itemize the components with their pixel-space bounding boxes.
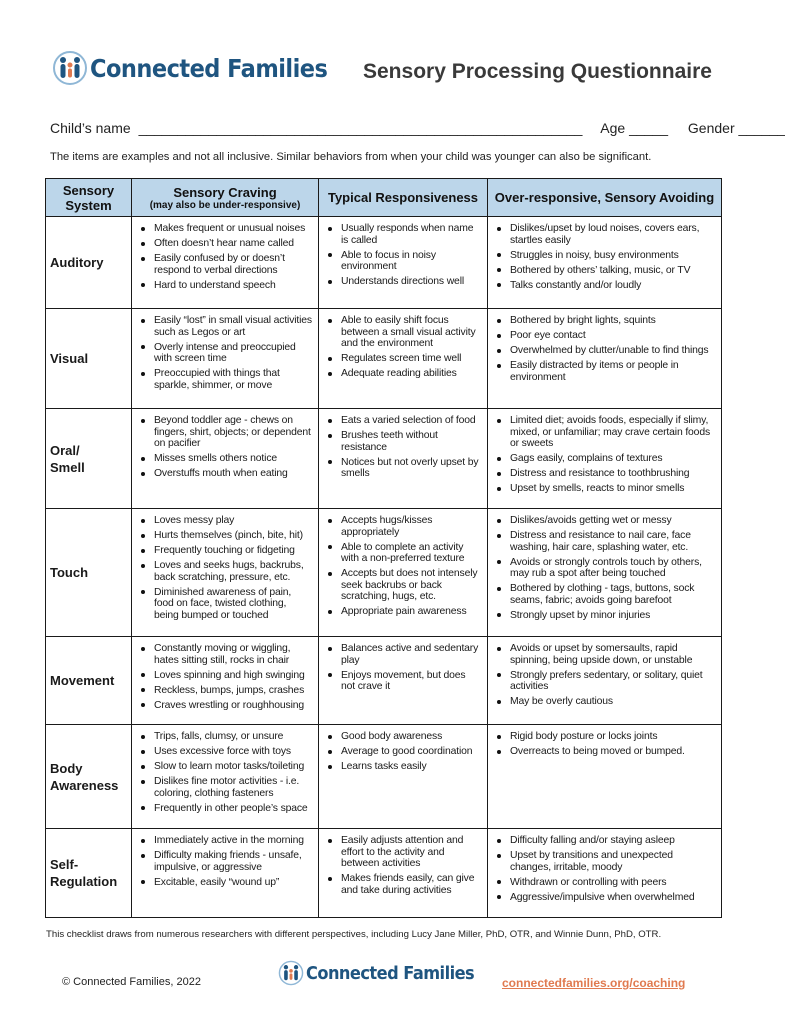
table-row (46, 725, 722, 829)
family-logo-icon (52, 50, 88, 86)
list-item: Enjoys movement, but does not crave it (325, 670, 481, 693)
list-item: Loves spinning and high swinging (138, 670, 312, 682)
list-item: Easily “lost” in small visual activities such as Legos or art (138, 315, 312, 338)
age-label: Age (600, 120, 626, 136)
craving-cell (132, 725, 319, 829)
list-item: Bothered by bright lights, squints (494, 315, 715, 327)
page-header (0, 0, 768, 110)
table-row (46, 509, 722, 637)
list-item: Preoccupied with things that sparkle, shimmer, or move (138, 368, 312, 391)
typical-cell (319, 309, 488, 409)
typical-list (325, 515, 481, 618)
list-item: Difficulty falling and/or staying asleep (494, 835, 715, 847)
list-item: May be overly cautious (494, 696, 715, 708)
header-over-responsive: Over-responsive, Sensory Avoiding (488, 179, 722, 217)
typical-list (325, 315, 481, 380)
list-item: Struggles in noisy, busy environments (494, 250, 715, 262)
list-item: Overreacts to being moved or bumped. (494, 746, 715, 758)
list-item: Immediately active in the morning (138, 835, 312, 847)
over-cell (488, 637, 722, 725)
list-item: Accepts but does not intensely seek backrubs or back scratching, hugs, etc. (325, 568, 481, 603)
list-item: Loves messy play (138, 515, 312, 527)
list-item: Frequently in other people’s space (138, 803, 312, 815)
sensory-system-cell (46, 829, 132, 918)
list-item: Constantly moving or wiggling, hates sitting still, rocks in chair (138, 643, 312, 666)
over-list (494, 415, 715, 495)
age-field[interactable]: _____ (629, 120, 669, 136)
over-cell (488, 725, 722, 829)
table-body (46, 217, 722, 918)
typical-list (325, 223, 481, 288)
craving-cell (132, 309, 319, 409)
child-name-label: Child’s name (50, 120, 131, 136)
list-item: Limited diet; avoids foods, especially if slimy, mixed, or unfamiliar; may crave certain foods or sweets (494, 415, 715, 450)
list-item: Diminished awareness of pain, food on face, twisted clothing, being bumped or touched (138, 587, 312, 622)
list-item: Overwhelmed by clutter/unable to find things (494, 345, 715, 357)
typical-list (325, 643, 481, 693)
family-logo-icon (278, 960, 304, 986)
brand-logo (52, 50, 354, 86)
list-item: Hurts themselves (pinch, bite, hit) (138, 530, 312, 542)
list-item: Able to focus in noisy environment (325, 250, 481, 273)
footer-brand-name: Connected Families (306, 962, 475, 984)
list-item: Slow to learn motor tasks/toileting (138, 761, 312, 773)
header-craving-subtitle: (may also be under-responsive) (149, 199, 301, 211)
list-item: Aggressive/impulsive when overwhelmed (494, 892, 715, 904)
list-item: Brushes teeth without resistance (325, 430, 481, 453)
list-item: Dislikes fine motor activities - i.e. coloring, clothing fasteners (138, 776, 312, 799)
over-list (494, 315, 715, 383)
typical-cell (319, 829, 488, 918)
list-item: Easily confused by or doesn’t respond to verbal directions (138, 253, 312, 276)
list-item: Avoids or strongly controls touch by others, may rub a spot after being touched (494, 557, 715, 580)
header-sensory-system (46, 179, 132, 217)
craving-cell (132, 217, 319, 309)
typical-cell (319, 217, 488, 309)
header-craving-title: Sensory Craving (173, 184, 277, 200)
sensory-system-cell: Touch (46, 509, 132, 637)
list-item: Distress and resistance to nail care, face washing, hair care, splashing water, etc. (494, 530, 715, 553)
over-list (494, 515, 715, 621)
list-item: Beyond toddler age - chews on fingers, shirt, objects; or dependent on pacifier (138, 415, 312, 450)
table-row (46, 409, 722, 509)
over-list (494, 835, 715, 903)
craving-list (138, 515, 312, 621)
list-item: Easily adjusts attention and effort to the activity and between activities (325, 835, 481, 870)
list-item: Overly intense and preoccupied with screen time (138, 342, 312, 365)
list-item: Dislikes/upset by loud noises, covers ears, startles easily (494, 223, 715, 246)
list-item: Frequently touching or fidgeting (138, 545, 312, 557)
list-item: Average to good coordination (325, 746, 481, 758)
typical-list (325, 835, 481, 896)
list-item: Rigid body posture or locks joints (494, 731, 715, 743)
list-item: Bothered by clothing - tags, buttons, sock seams, fabric; avoids going barefoot (494, 583, 715, 606)
list-item: Understands directions well (325, 276, 481, 288)
over-cell (488, 309, 722, 409)
sensory-system-cell: Movement (46, 637, 132, 725)
table-row (46, 637, 722, 725)
list-item: Loves and seeks hugs, backrubs, back scratching, pressure, etc. (138, 560, 312, 583)
table-header-row (46, 179, 722, 217)
list-item: Regulates screen time well (325, 353, 481, 365)
craving-cell (132, 829, 319, 918)
typical-list (325, 731, 481, 773)
list-item: Trips, falls, clumsy, or unsure (138, 731, 312, 743)
system-label-line: Oral/ (50, 442, 80, 458)
sensory-system-cell (46, 409, 132, 509)
list-item: Eats a varied selection of food (325, 415, 481, 427)
over-cell (488, 409, 722, 509)
list-item: Craves wrestling or roughhousing (138, 700, 312, 712)
footnote: This checklist draws from numerous researchers with different perspectives, including Lucy Jane Miller, PhD, OTR, and Winnie Dunn, PhD, OTR. (46, 929, 662, 940)
copyright: © Connected Families, 2022 (62, 976, 201, 988)
page-title: Sensory Processing Questionnaire (363, 60, 712, 83)
over-cell (488, 829, 722, 918)
table-row (46, 829, 722, 918)
list-item: Talks constantly and/or loudly (494, 280, 715, 292)
table-row (46, 217, 722, 309)
list-item: Usually responds when name is called (325, 223, 481, 246)
list-item: Uses excessive force with toys (138, 746, 312, 758)
child-name-field[interactable]: _________________________________________________________ (138, 120, 583, 136)
list-item: Accepts hugs/kisses appropriately (325, 515, 481, 538)
sensory-table (45, 178, 722, 918)
coaching-link[interactable]: connectedfamilies.org/coaching (502, 976, 686, 990)
craving-cell (132, 409, 319, 509)
craving-cell (132, 637, 319, 725)
gender-label: Gender (687, 120, 735, 136)
sensory-system-cell: Auditory (46, 217, 132, 309)
header-system-line2: System (65, 197, 112, 213)
list-item: Adequate reading abilities (325, 368, 481, 380)
typical-cell (319, 725, 488, 829)
list-item: Gags easily, complains of textures (494, 453, 715, 465)
craving-cell (132, 509, 319, 637)
craving-list (138, 415, 312, 480)
brand-name: Connected Families (90, 53, 328, 83)
list-item: Misses smells others notice (138, 453, 312, 465)
list-item: Upset by smells, reacts to minor smells (494, 483, 715, 495)
system-label-line: Smell (50, 459, 85, 475)
footer-logo (278, 960, 493, 986)
craving-list (138, 223, 312, 291)
intro-text: The items are examples and not all inclusive. Similar behaviors from when your child was younger can also be significant. (50, 151, 652, 163)
craving-list (138, 315, 312, 391)
over-list (494, 643, 715, 708)
list-item: Withdrawn or controlling with peers (494, 877, 715, 889)
header-sensory-craving (132, 179, 319, 217)
child-info-fields (50, 120, 785, 136)
list-item: Strongly prefers sedentary, or solitary, quiet activities (494, 670, 715, 693)
typical-cell (319, 509, 488, 637)
list-item: Makes friends easily, can give and take during activities (325, 873, 481, 896)
craving-list (138, 835, 312, 888)
list-item: Able to easily shift focus between a small visual activity and the environment (325, 315, 481, 350)
over-cell (488, 217, 722, 309)
gender-field[interactable]: ______ (738, 120, 785, 136)
craving-list (138, 643, 312, 711)
system-label-line: Regulation (50, 874, 118, 889)
header-system-line1: Sensory (62, 182, 115, 198)
list-item: Appropriate pain awareness (325, 606, 481, 618)
list-item: Excitable, easily “wound up” (138, 877, 312, 889)
list-item: Notices but not overly upset by smells (325, 457, 481, 480)
list-item: Easily distracted by items or people in environment (494, 360, 715, 383)
list-item: Learns tasks easily (325, 761, 481, 773)
list-item: Good body awareness (325, 731, 481, 743)
list-item: Upset by transitions and unexpected changes, irritable, moody (494, 850, 715, 873)
system-label-line: Awareness (50, 777, 119, 793)
list-item: Strongly upset by minor injuries (494, 610, 715, 622)
list-item: Difficulty making friends - unsafe, impulsive, or aggressive (138, 850, 312, 873)
list-item: Avoids or upset by somersaults, rapid spinning, being upside down, or unstable (494, 643, 715, 666)
list-item: Balances active and sedentary play (325, 643, 481, 666)
over-cell (488, 509, 722, 637)
list-item: Hard to understand speech (138, 280, 312, 292)
table-row (46, 309, 722, 409)
list-item: Often doesn’t hear name called (138, 238, 312, 250)
list-item: Makes frequent or unusual noises (138, 223, 312, 235)
typical-cell (319, 637, 488, 725)
typical-list (325, 415, 481, 480)
over-list (494, 223, 715, 291)
sensory-system-cell: Visual (46, 309, 132, 409)
list-item: Bothered by others’ talking, music, or TV (494, 265, 715, 277)
list-item: Reckless, bumps, jumps, crashes (138, 685, 312, 697)
system-label-line: Self- (50, 857, 79, 872)
list-item: Distress and resistance to toothbrushing (494, 468, 715, 480)
header-typical-responsiveness: Typical Responsiveness (319, 179, 488, 217)
list-item: Poor eye contact (494, 330, 715, 342)
list-item: Able to complete an activity with a non-preferred texture (325, 542, 481, 565)
craving-list (138, 731, 312, 814)
list-item: Dislikes/avoids getting wet or messy (494, 515, 715, 527)
over-list (494, 731, 715, 758)
typical-cell (319, 409, 488, 509)
sensory-system-cell (46, 725, 132, 829)
system-label-line: Body (50, 760, 83, 776)
list-item: Overstuffs mouth when eating (138, 468, 312, 480)
